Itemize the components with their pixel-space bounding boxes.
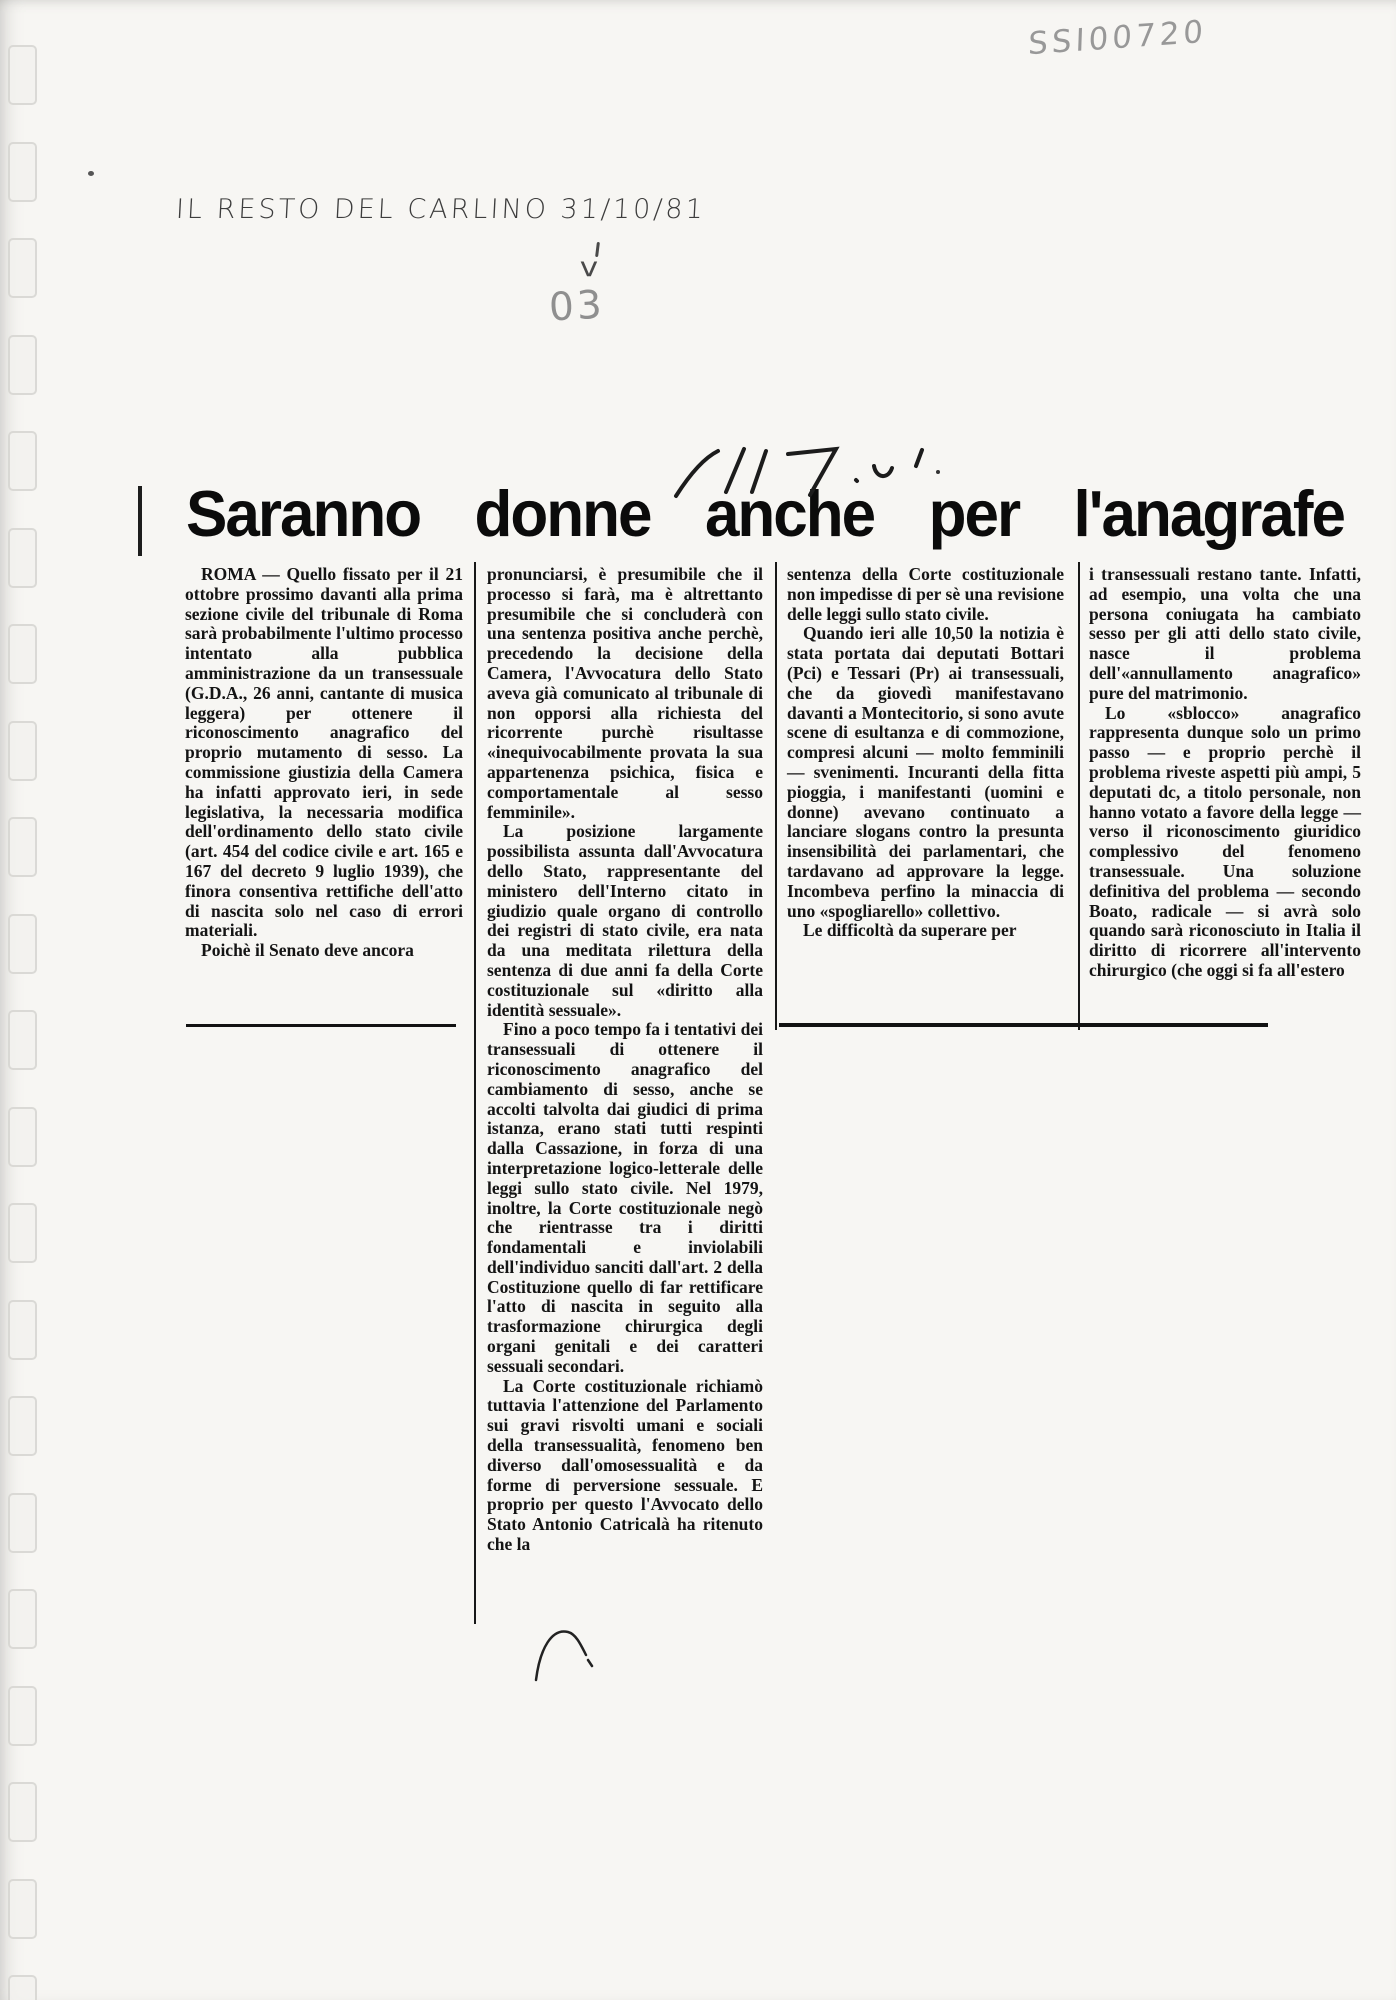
binder-hole-mark (8, 914, 37, 974)
pen-arc-mark (530, 1624, 600, 1684)
pen-scribble-over-headline (660, 442, 950, 507)
paragraph: Poichè il Senato deve ancora (201, 940, 414, 961)
binder-hole-mark (8, 335, 37, 395)
binder-hole-mark (8, 1107, 37, 1167)
article-column-2 (487, 565, 763, 1555)
binder-hole-mark (8, 1203, 37, 1263)
headline-word: anche (704, 478, 875, 551)
paragraph: Fino a poco tempo fa i tentativi dei transessuali di ottenere il riconoscimento anagrafico del cambiamento di sesso, anche se accolti talvolta dai giudici di prima istanza, erano stati tutti respinti dalla Cassazione, in forza di una interpretazione logico-letterale delle leggi sullo stato civile. Nel 1979, inoltre, la Corte costituzionale negò che rientrasse tra i diritti fondamentali e inviolabili dell'individuo sanciti dall'art. 2 della Costituzione quello di far rettificare l'atto di nascita in seguito alla trasformazione chirurgica degli organi genitali e dei caratteri sessuali secondari. (487, 1019, 763, 1376)
paragraph: ROMA — Quello fissato per il 21 ottobre prossimo davanti alla prima sezione civile del tribunale di Roma sarà probabilmente l'ultimo processo intentato alla pubblica amministrazione da un transessuale (G.D.A., 26 anni, cantante di musica leggera) per ottenere il riconoscimento anagrafico del proprio mutamento di sesso. La commissione giustizia della Camera ha infatti approvato ieri, in sede legislativa, la necessaria modifica dell'ordinamento dello stato civile (art. 454 del codice civile e art. 165 e 167 del decreto 9 luglio 1939), che finora consentiva rettifiche dell'atto di nascita solo nel caso di errori materiali. (185, 564, 463, 941)
binder-hole-mark (8, 1589, 37, 1649)
paragraph: Le difficoltà da superare per (803, 920, 1017, 941)
binder-hole-mark (8, 1975, 37, 2000)
column-divider-rule (775, 562, 777, 1030)
column-divider-rule (1078, 562, 1080, 1030)
binder-hole-mark (8, 1010, 37, 1070)
paragraph: sentenza della Corte costituzionale non impedisse di per sè una revisione delle leggi sullo stato civile. (787, 564, 1064, 624)
article-column-3 (787, 565, 1064, 941)
headline-left-rule (138, 486, 142, 556)
binder-hole-mark (8, 1879, 37, 1939)
paragraph: La posizione largamente possibilista assunta dall'Avvocatura dello Stato, rappresentante del ministero dell'Interno citato in giudizio quale organo di controllo dei registri di stato civile, era nata da una meditata rilettura della sentenza di due anni fa della Corte costituzionale sul «diritto alla identità sessuale». (487, 821, 763, 1020)
source-title-handwriting: IL RESTO DEL CARLINO 31/10/81 (175, 194, 707, 225)
binder-hole-mark (8, 1686, 37, 1746)
paragraph: Lo «sblocco» anagrafico rappresenta dunque solo un primo passo — e proprio perchè il problema riveste aspetti più ampi, 5 deputati dc, a titolo personale, non hanno votato a favore della legge — verso il riconoscimento giuridico complessivo del fenomeno transessuale. Una soluzione definitiva del problema — secondo Boato, radicale — si avrà solo quando sarà riconosciuto in Italia il diritto di ricorrere all'intervento chirurgico (che oggi si fa all'estero (1089, 702, 1361, 980)
binder-hole-mark (8, 45, 37, 105)
end-of-column-rule (186, 1024, 456, 1027)
article-column-4 (1089, 565, 1361, 981)
scan-speck (88, 171, 94, 176)
archive-code-handwriting: SSI00720 (1027, 13, 1208, 63)
page-number-handwriting: 03 (547, 282, 606, 331)
binder-hole-mark (8, 1782, 37, 1842)
binder-hole-mark (8, 1396, 37, 1456)
binder-hole-mark (8, 238, 37, 298)
paragraph: i transessuali restano tante. Infatti, ad esempio, una volta che una persona coniugata ha cambiato sesso per gli atti dello stato civile, nasce il problema dell'«annullamento anagrafico» pure del matrimonio. (1089, 564, 1361, 703)
paragraph: Quando ieri alle 10,50 la notizia è stata portata dai deputati Bottari (Pci) e Tessari (Pr) ai transessuali, che da giovedì manifestavano davanti a Montecitorio, si sono avute scene di esultanza e di commozione, compresi alcuni — molto femminili — svenimenti. Incuranti della fitta pioggia, i manifestanti (uomini e donne) avevano continuato a lanciare slogans contro la presunta insensibilità dei parlamentari, che tardavano ad approvare la legge. Incombeva perfino la minaccia di uno «spogliarello» collettivo. (787, 623, 1064, 921)
headline-word: donne (474, 478, 651, 551)
binder-hole-mark (8, 624, 37, 684)
headline-word: Saranno (186, 478, 421, 551)
headline-word: per (928, 478, 1020, 551)
binder-hole-mark (8, 817, 37, 877)
paragraph: pronunciarsi, è presumibile che il processo si farà, ma è altrettanto presumibile che si concluderà con una sentenza positiva anche perchè, precedendo la decisione della Camera, l'Avvocatura dello Stato aveva già comunicato al tribunale di non opporsi alla richiesta del ricorrente purchè risultasse «inequivocabilmente provata la sua appartenenza psichica, fisica e comportamentale al sesso femminile». (487, 564, 763, 822)
end-of-article-rule (779, 1023, 1268, 1027)
binder-hole-mark (8, 528, 37, 588)
column-divider-rule (474, 562, 476, 1624)
headline-word: l'anagrafe (1073, 478, 1344, 551)
binder-hole-mark (8, 721, 37, 781)
article-column-1 (185, 565, 463, 961)
binder-hole-mark (8, 431, 37, 491)
binder-hole-mark (8, 1300, 37, 1360)
binder-hole-mark (8, 1493, 37, 1553)
paragraph: La Corte costituzionale richiamò tuttavia l'attenzione del Parlamento sui gravi risvolti umani e sociali della transessualità, fenomeno ben diverso dall'omosessualità e da forme di perversione sessuale. E proprio per questo l'Avvocato dello Stato Antonio Catricalà ha ritenuto che la (487, 1375, 763, 1555)
arrow-head-mark: v (579, 252, 599, 283)
binder-hole-mark (8, 142, 37, 202)
